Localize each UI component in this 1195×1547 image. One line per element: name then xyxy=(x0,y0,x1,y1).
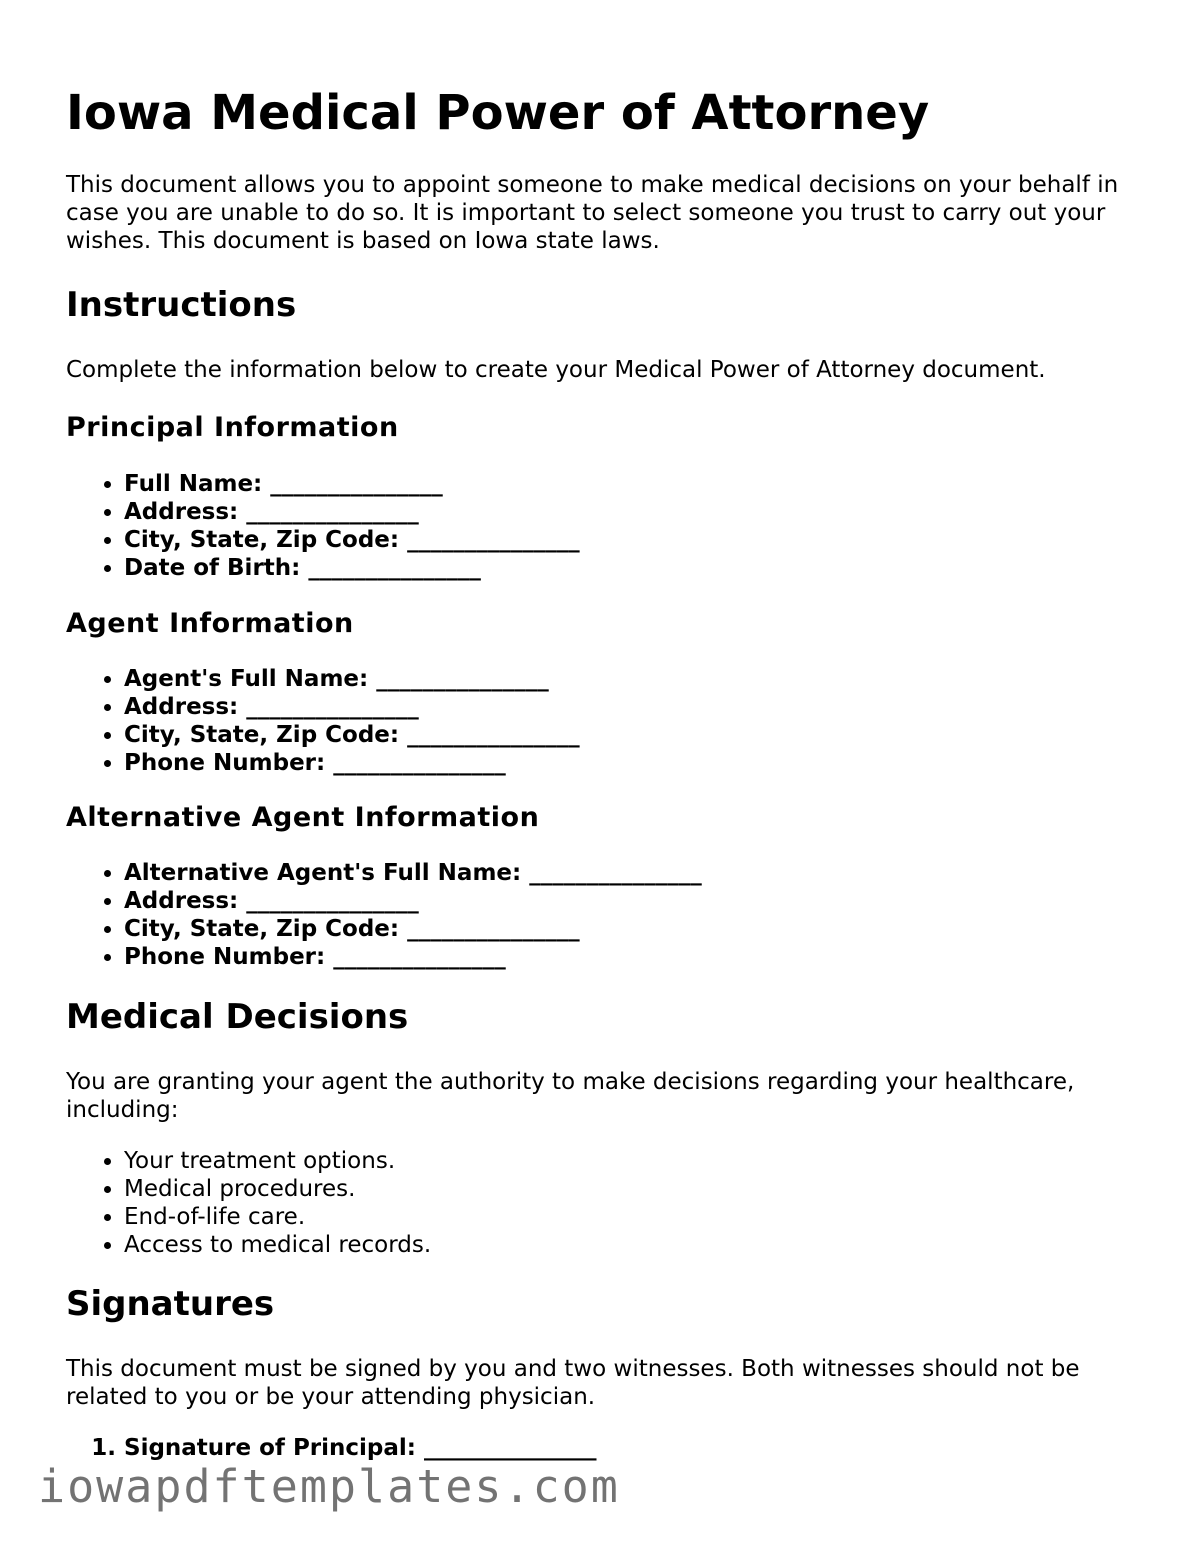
agent-city-state-zip-field: • City, State, Zip Code: _______________ xyxy=(124,721,1126,749)
alt-agent-address-field: • Address: _______________ xyxy=(124,887,1126,915)
alt-agent-phone-field: • Phone Number: _______________ xyxy=(124,943,1126,971)
list-item: • Your treatment options. xyxy=(124,1147,1126,1175)
principal-city-state-zip-field: • City, State, Zip Code: _______________ xyxy=(124,526,1126,554)
signatures-list xyxy=(66,1434,1126,1462)
watermark: iowapdftemplates.com xyxy=(38,1460,620,1513)
medical-decisions-list xyxy=(66,1147,1126,1259)
agent-address-field: • Address: _______________ xyxy=(124,693,1126,721)
alternative-agent-heading: Alternative Agent Information xyxy=(66,802,540,833)
alternative-agent-fields xyxy=(66,859,1126,971)
signatures-text: This document must be signed by you and two witnesses. Both witnesses should not be related to you or be your attending physician. xyxy=(66,1356,1080,1410)
intro-paragraph: This document allows you to appoint someone to make medical decisions on your behalf in case you are unable to do so. It is important to select someone you trust to carry out your wishes. This document is based on Iowa state laws. xyxy=(66,172,1119,254)
medical-decisions-heading: Medical Decisions xyxy=(66,997,409,1037)
list-item: • End-of-life care. xyxy=(124,1203,1126,1231)
alt-agent-full-name-field: • Alternative Agent's Full Name: _______________ xyxy=(124,859,1126,887)
alt-agent-city-state-zip-field: • City, State, Zip Code: _______________ xyxy=(124,915,1126,943)
agent-phone-field: • Phone Number: _______________ xyxy=(124,749,1126,777)
principal-dob-field: • Date of Birth: _______________ xyxy=(124,554,1126,582)
agent-fields xyxy=(66,665,1126,777)
principal-heading: Principal Information xyxy=(66,412,399,443)
signatures-heading: Signatures xyxy=(66,1284,275,1324)
medical-decisions-text: You are granting your agent the authority to make decisions regarding your healthcare, including: xyxy=(66,1069,1075,1123)
list-item: • Access to medical records. xyxy=(124,1231,1126,1259)
principal-full-name-field: • Full Name: _______________ xyxy=(124,470,1126,498)
principal-address-field: • Address: _______________ xyxy=(124,498,1126,526)
document-page xyxy=(66,0,1126,1462)
principal-signature-field: 1. Signature of Principal: _______________ xyxy=(124,1434,1126,1462)
agent-full-name-field: • Agent's Full Name: _______________ xyxy=(124,665,1126,693)
list-item: • Medical procedures. xyxy=(124,1175,1126,1203)
principal-fields xyxy=(66,470,1126,582)
agent-heading: Agent Information xyxy=(66,608,354,639)
document-title: Iowa Medical Power of Attorney xyxy=(66,85,930,141)
instructions-heading: Instructions xyxy=(66,285,297,325)
instructions-text: Complete the information below to create your Medical Power of Attorney document. xyxy=(66,357,1046,383)
